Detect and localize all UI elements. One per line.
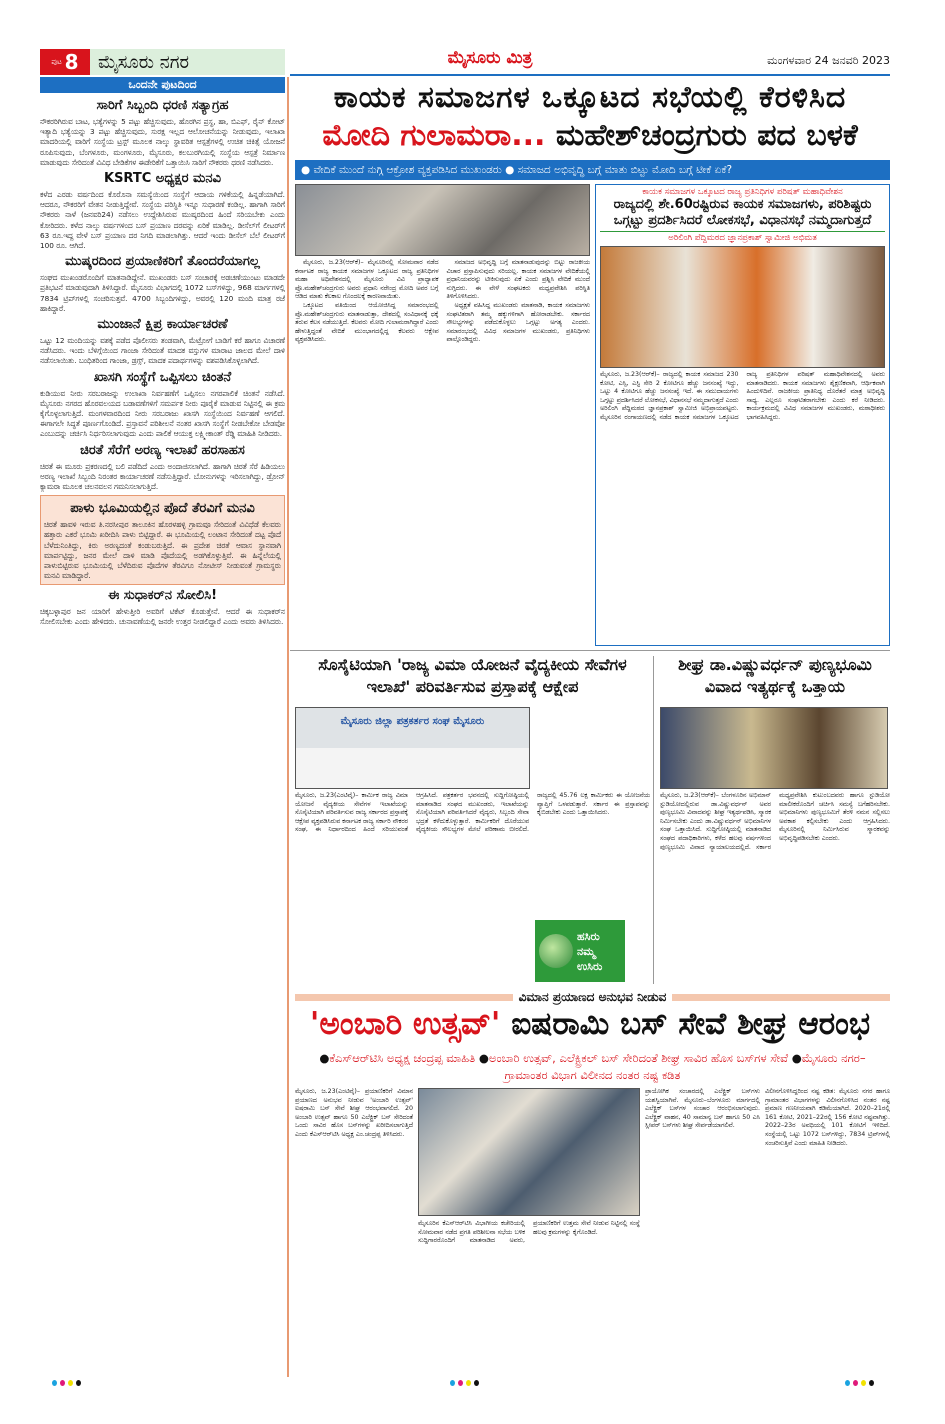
- bus-headline-black: ಐಷರಾಮಿ ಬಸ್ ಸೇವೆ ಶೀಘ್ರ ಆರಂಭ: [511, 1006, 871, 1042]
- lead-paragraph: ಮೈಸೂರು, ಜ.23(ಆರ್‌ಕೆ)– ಮೈಸೂರಿನಲ್ಲಿ ಸೋಮವಾರ ನಡೆದ ಕರ್ನಾಟಕ ರಾಜ್ಯ ಕಾಯಕ ಸಮಾಜಗಳ ಒಕ್ಕೂಟದ ರಾಜ್ಯ ಪ್ರತಿನಿಧಿಗಳ ಮಹಾ ಅಧಿವೇಶನದಲ್ಲಿ ಮೈಸೂರು ವಿವಿ ಪ್ರಾಧ್ಯಾಪಕ ಪ್ರೊ.ಮಹೇಶ್‌ಚಂದ್ರಗುರು ಅವರು ಪ್ರಧಾನಿ ನರೇಂದ್ರ ಮೋದಿ ಅವರ ಬಗ್ಗೆ ಆಡಿದ ಮಾತು ಕೆಲಕಾಲ ಗೊಂದಲಕ್ಕೆ ಕಾರಣವಾಯಿತು.: [295, 259, 439, 301]
- left-article: [40, 317, 285, 367]
- section-rule: [290, 650, 890, 651]
- page-number: 8: [64, 50, 79, 74]
- page-label: ಪುಟ: [51, 57, 62, 66]
- left-article-body: ನೌಕರರಿಗಿರುವ ಬಾಟ, ಭತ್ಯೆಗಳನ್ನು 5 ಪಟ್ಟು ಹೆಚ್ಚಿಸುವುದು, ಹೊರಗಿನ ಪ್ರಸ್ಥ, ಹಾ, ಬಿಎಫ್, ರೈನ್ ಕೋಟ್ ಇತ್ಯಾದಿ ಭತ್ಯೆಯನ್ನು 3 ಪಟ್ಟು ಹೆಚ್ಚಿಸುವುದು, ಸುರಕ್ಷ ಇಲ್ಲದ ಆಲೋಚನೆಯನ್ನು ನೀಡುವುದು, ಇಲಾಖಾ ಮಾದರಿಯಲ್ಲಿ ವಾರಿಗೆ ಸಂಸ್ಥೆಯ ಟ್ರಸ್ಟ್ ಮೂಲಕ ನಾಲ್ಕು ಸ್ಥಾವರಿತ ಆಸ್ಪತ್ರೆಗಳಲ್ಲಿ ಉಚಿತ ಚಿಕಿತ್ಸೆ ಯೋಜನೆ ರೂಪಿಸುವುದು, ಬೆಂಗಳೂರು, ಮಂಗಳೂರು, ಮೈಸೂರು, ಕಲಬುರಗಿಯಲ್ಲಿ ಸಂಸ್ಥೆಯ ಆಸ್ಪತ್ರೆ ನಿರ್ಮಾಣ ಮಾಡುವುದು ಸೇರಿದಂತೆ ವಿವಿಧ ಬೇಡಿಕೆಗಳ ಈಡೇರಿಕೆಗೆ ಒತ್ತಾಯಿಸಿ ಸಾರಿಗೆ ನೌಕರರು ಧರಣಿ ನಡೆಸಿದರು.: [40, 117, 285, 167]
- left-article-body: ಚಿರತೆ ಹಾವಳಿ ಇರುವ ತಿ.ನರಸೀಪುರ ತಾಲೂಕಿನ ಹೊರಳಹಳ್ಳಿ ಗ್ರಾಮವೂ ಸೇರಿದಂತೆ ವಿವಿಧೆಡೆ ಕೆಲವರು ಹತ್ತಾರು ಎಕರೆ ಭೂಮಿ ಖರೀದಿಸಿ ಪಾಳು ಬಿಟ್ಟಿದ್ದಾರೆ. ಈ ಭೂಮಿಯಲ್ಲಿ ಲಂಟಾನ ಸೇರಿದಂತೆ ದಟ್ಟ ಪೊದೆ ಬೆಳೆದುನಿಂತಿದ್ದು, ಕಿರು ಅರಣ್ಯದಂತೆ ಕಂಡುಬರುತ್ತಿದೆ. ಈ ಪ್ರದೇಶ ಚಿರತೆ ಆವಾಸ ಸ್ಥಾನವಾಗಿ ಮಾರ್ಪಟ್ಟಿದ್ದು, ಜನರ ಮೇಲೆ ದಾಳಿ ಮಾಡಿ ಪೊದೆಯಲ್ಲಿ ಅಡಗಿಕೊಳ್ಳುತ್ತಿವೆ. ಈ ಹಿನ್ನೆಲೆಯಲ್ಲಿ ಪಾಳುಬಿಟ್ಟಿರುವ ಭೂಮಿಯಲ್ಲಿ ಬೆಳೆದಿರುವ ಪೊದೆಗಳ ತೆರವಿಗೂ ನೋಟೀಸ್ ನೀಡುವಂತೆ ಗ್ರಾಮಸ್ಥರು ಮನವಿ ಮಾಡಿದ್ದಾರೆ.: [44, 520, 281, 581]
- left-article-body: ಚಿರತೆ ಈ ಮೂರು ಪ್ರಕರಣದಲ್ಲಿ ಬಲಿ ಪಡೆದಿದೆ ಎಂದು ಅಂದಾಜಿಸಲಾಗಿದೆ. ಹಾಗಾಗಿ ಚಿರತೆ ಸೆರೆ ಹಿಡಿಯಲು ಅರಣ್ಯ ಇಲಾಖೆ ಸಿಬ್ಬಂದಿ ನಿರಂತರ ಕಾರ್ಯಾಚರಣೆ ನಡೆಸುತ್ತಿದ್ದಾರೆ. ಬೋನುಗಳನ್ನು ಇರಿಸಲಾಗಿದ್ದು, ಡ್ರೋನ್ ಕ್ಯಾಮರಾ ಮೂಲಕ ಚಲನವಲನ ಗಮನಿಸಲಾಗುತ್ತಿದೆ.: [40, 461, 285, 492]
- registration-marks: [845, 1380, 874, 1386]
- left-article-body: ಕಳೆದ ಎರಡು ವರ್ಷದಿಂದ ಕೊರೊನಾ ಸಮಸ್ಯೆಯಿಂದ ಸಂಸ್ಥೆಗೆ ಆದಾಯ ಗಳಿಕೆಯಲ್ಲಿ ಹಿನ್ನಡೆಯಾಗಿದೆ. ಆದರೂ, ನೌಕರರಿಗೆ ವೇತನ ನೀಡುತ್ತಿದ್ದೇವೆ. ಸಂಸ್ಥೆಯ ಪರಿಸ್ಥಿತಿ ಇನ್ನೂ ಸುಧಾರಣೆ ಕಂಡಿಲ್ಲ. ಹಾಗಾಗಿ ಸಾರಿಗೆ ನೌಕರರು ನಾಳೆ (ಜನವರಿ24) ನಡೆಸಲು ಉದ್ದೇಶಿಸಿರುವ ಮುಷ್ಕರದಿಂದ ಹಿಂದೆ ಸರಿಯಬೇಕು ಎಂದು ಕೋರಿದರು. ಕಳೆದ ನಾಲ್ಕು ವರ್ಷಗಳಿಂದ ಬಸ್ ಪ್ರಯಾಣ ದರವನ್ನು ಏರಿಕೆ ಮಾಡಿಲ್ಲ. ಡೀಸೆಲ್‌ಗೆ ಲೀಟರ್‌ಗೆ 63 ರೂ.ಇದ್ದ ವೇಳೆ ಬಸ್ ಪ್ರಯಾಣ ದರ ನಿಗದಿ ಮಾಡಲಾಗಿತ್ತು. ಆದರೆ ಇಂದು ಡೀಸೆಲ್ ಬೆಲೆ ಲೀಟರ್‌ಗೆ 100 ರೂ. ಆಗಿದೆ.: [40, 190, 285, 251]
- bus-bullet: ಅಂಬಾರಿ ಉತ್ಸವ್, ಎಲೆಕ್ಟ್ರಿಕಲ್ ಬಸ್ ಸೇರಿದಂತೆ ಶೀಘ್ರ ಸಾವಿರ ಹೊಸ ಬಸ್‌ಗಳ ಸೇವೆ: [488, 1051, 789, 1065]
- bus-headline-red: 'ಅಂಬಾರಿ ಉತ್ಸವ್': [309, 1006, 501, 1042]
- lead-photo: [295, 184, 590, 256]
- lead-bullet: ವೇದಿಕೆ ಮುಂದೆ ನುಗ್ಗಿ ಆಕ್ರೋಶ ವ್ಯಕ್ತಪಡಿಸಿದ ಮುಖಂಡರು: [313, 164, 502, 176]
- masthead-rule: [290, 74, 890, 76]
- lead-headline-red: ಮೋದಿ ಗುಲಾಮರಾ...: [322, 118, 546, 153]
- green-logo: [535, 920, 625, 982]
- registration-marks: [52, 1380, 81, 1386]
- lead-bullet: ಸಮಾಜದ ಅಭಿವೃದ್ಧಿ ಬಗ್ಗೆ ಮಾತು ಬಿಟ್ಟು ಮೋದಿ ಬಗ್ಗೆ ಟೀಕೆ ಏಕೆ?: [517, 164, 733, 176]
- lead-paragraph: ಒಕ್ಕೂಟದ ವತಿಯಿಂದ ಆಯೋಜಿಸಿದ್ದ ಸಮಾರಂಭದಲ್ಲಿ ಪ್ರೊ.ಮಹೇಶ್‌ಚಂದ್ರಗುರು ಮಾತನಾಡುತ್ತಾ, ದೇಶದಲ್ಲಿ ಸಂವಿಧಾನಕ್ಕೆ ಧಕ್ಕೆ ತರುವ ಕೆಲಸ ನಡೆಯುತ್ತಿದೆ. ಕೆಲವರು ಮೋದಿ ಗುಲಾಮರಾಗಿದ್ದಾರೆ ಎಂದು ಹೇಳುತ್ತಿದ್ದಂತೆ ವೇದಿಕೆ ಮುಂಭಾಗದಲ್ಲಿದ್ದ ಕೆಲವರು ಆಕ್ಷೇಪ ವ್ಯಕ್ತಪಡಿಸಿದರು.: [295, 301, 439, 344]
- issue-date: ಮಂಗಳವಾರ 24 ಜನವರಿ 2023: [767, 54, 890, 67]
- bus-kicker: ವಿಮಾನ ಪ್ರಯಾಣದ ಅನುಭವ ನೀಡುವ: [518, 989, 667, 1004]
- lead-headline-black: ಮಹೇಶ್‌ಚಂದ್ರಗುರು ಪದ ಬಳಕೆ: [555, 118, 858, 153]
- lead-paragraph: ಅಧ್ಯಕ್ಷತೆ ವಹಿಸಿದ್ದ ಮುಖಂಡರು ಮಾತನಾಡಿ, ಕಾಯಕ ಸಮಾಜಗಳು ಸಂಘಟಿತರಾಗಿ ತಮ್ಮ ಹಕ್ಕುಗಳಿಗಾಗಿ ಹೋರಾಡಬೇಕು. ಸರ್ಕಾರದ ಸೌಲಭ್ಯಗಳನ್ನು ಪಡೆದುಕೊಳ್ಳಲು ಒಗ್ಗಟ್ಟು ಅಗತ್ಯ ಎಂದರು. ಸಮಾರಂಭದಲ್ಲಿ ವಿವಿಧ ಸಮಾಜಗಳ ಮುಖಂಡರು, ಪ್ರತಿನಿಧಿಗಳು ಪಾಲ್ಗೊಂಡಿದ್ದರು.: [446, 301, 590, 344]
- sidebar-byline: ಅರಿಲಿಂಗಿ ಪೆದ್ದಿಮಠದ ಜ್ಞಾನಪ್ರಕಾಶ್ ಸ್ವಾಮೀಜಿ ಅಭಿಮತ: [600, 231, 885, 243]
- bus-kicker-row: [295, 989, 890, 1005]
- esi-photo-banner: ಮೈಸೂರು ಜಿಲ್ಲಾ ಪತ್ರಕರ್ತರ ಸಂಘ ಮೈಸೂರು: [340, 716, 485, 727]
- registration-marks: [450, 1380, 479, 1386]
- continued-banner: ಒಂದನೇ ಪುಟದಿಂದ: [40, 77, 285, 93]
- bus-body-col3: ಪ್ರಾಯೋಗಿಕ ಸಂಚಾರದಲ್ಲಿ ಎಲೆಕ್ಟ್ರಿಕ್ ಬಸ್‌ಗಳು ಯಶಸ್ವಿಯಾಗಿವೆ. ಮೈಸೂರು–ಬೆಂಗಳೂರು ಮಾರ್ಗದಲ್ಲಿ ಎಲೆಕ್ಟ್ರಿಕ್ ಬಸ್‌ಗಳ ಸಂಚಾರ ಆರಂಭಿಸಲಾಗುವುದು. ಎಲೆಕ್ಟ್ರಿಕ್ ವಾಹನ, 40 ಸಾಮಾನ್ಯ ಬಸ್ ಹಾಗೂ 50 ಎಸಿ ಸ್ಲೀಪರ್ ಬಸ್‌ಗಳು ಶೀಘ್ರ ಸೇರ್ಪಡೆಯಾಗಲಿವೆ.: [645, 1088, 760, 1130]
- left-article-body: ಸಂಘದ ಮುಖಂಡರೊಂದಿಗೆ ಮಾತನಾಡಿದ್ದೇನೆ. ಮುಖಂಡರು ಬಸ್ ಸಂಚಾರಕ್ಕೆ ಅಡಚಣೆಯುಂಟು ಮಾಡದೇ ಪ್ರತಿಭಟನೆ ಮಾಡುವುದಾಗಿ ತಿಳಿಸಿದ್ದಾರೆ. ಮೈಸೂರು ವಿಭಾಗದಲ್ಲಿ 1072 ಬಸ್‌ಗಳಿದ್ದು, 968 ಮಾರ್ಗಗಳಲ್ಲಿ 7834 ಟ್ರಿಪ್‌ಗಳಲ್ಲಿ ಸಂಚರಿಸುತ್ತವೆ. 4700 ಸಿಬ್ಬಂದಿಗಳಿದ್ದು, ಅವರಲ್ಲಿ 120 ಮಂದಿ ಮಾತ್ರ ರಜೆ ಹಾಕಿದ್ದಾರೆ.: [40, 273, 285, 313]
- bus-body-col2: ಮೈಸೂರಿನ ಕೆಎಸ್‌ಆರ್‌ಟಿಸಿ ವಿಭಾಗೀಯ ಕಚೇರಿಯಲ್ಲಿ ಸೋಮವಾರ ನಡೆದ ಪ್ರಗತಿ ಪರಿಶೀಲನಾ ಸಭೆಯ ಬಳಿಕ ಸುದ್ದಿಗಾರರೊಂದಿಗೆ ಮಾತನಾಡಿದ ಅವರು, ಪ್ರಯಾಣಿಕರಿಗೆ ಉತ್ತಮ ಸೇವೆ ನೀಡುವ ನಿಟ್ಟಿನಲ್ಲಿ ಸಂಸ್ಥೆ ಹಲವು ಕ್ರಮಗಳನ್ನು ಕೈಗೊಂಡಿದೆ.: [418, 1220, 640, 1245]
- lead-headline-line1: ಕಾಯಕ ಸಮಾಜಗಳ ಒಕ್ಕೂಟದ ಸಭೆಯಲ್ಲಿ ಕೆರಳಿಸಿದ: [333, 80, 847, 115]
- left-article: [40, 171, 285, 251]
- sidebar-kicker: ಕಾಯಕ ಸಮಾಜಗಳ ಒಕ್ಕೂಟದ ರಾಜ್ಯ ಪ್ರತಿನಿಧಿಗಳ ಪರಿಷತ್ ಮಹಾಧಿವೇಶನ: [642, 187, 843, 197]
- memorial-headline: ಶೀಘ್ರ ಡಾ.ವಿಷ್ಣುವರ್ಧನ್ ಪುಣ್ಯಭೂಮಿ ವಿವಾದ ಇತ್ಯರ್ಥಕ್ಕೆ ಒತ್ತಾಯ: [678, 655, 872, 696]
- bullet-icon: ●: [301, 164, 314, 176]
- left-article: [40, 588, 285, 627]
- bus-photo: [418, 1088, 640, 1216]
- esi-body: ಮೈಸೂರು, ಜ.23(ಎಂಟಿವೈ)– ಕಾರ್ಮಿಕ ರಾಜ್ಯ ವಿಮಾ ಯೋಜನೆ ವೈದ್ಯಕೀಯ ಸೇವೆಗಳ ಇಲಾಖೆಯನ್ನು ಸೊಸೈಟಿಯಾಗಿ ಪರಿವರ್ತಿಸುವ ರಾಜ್ಯ ಸರ್ಕಾರದ ಪ್ರಸ್ತಾಪಕ್ಕೆ ಆಕ್ಷೇಪ ವ್ಯಕ್ತಪಡಿಸಿರುವ ಕರ್ನಾಟಕ ರಾಜ್ಯ ಸರ್ಕಾರಿ ನೌಕರರ ಸಂಘ, ಈ ನಿರ್ಧಾರದಿಂದ ಹಿಂದೆ ಸರಿಯುವಂತೆ ಆಗ್ರಹಿಸಿದೆ. ಪತ್ರಕರ್ತರ ಭವನದಲ್ಲಿ ಸುದ್ದಿಗೋಷ್ಠಿಯಲ್ಲಿ ಮಾತನಾಡಿದ ಸಂಘದ ಮುಖಂಡರು, ಇಲಾಖೆಯನ್ನು ಸೊಸೈಟಿಯಾಗಿ ಪರಿವರ್ತಿಸಿದರೆ ವೈದ್ಯರು, ಸಿಬ್ಬಂದಿ ಸೇವಾ ಭದ್ರತೆ ಕಳೆದುಕೊಳ್ಳುತ್ತಾರೆ. ಕಾರ್ಮಿಕರಿಗೆ ದೊರೆಯುವ ವೈದ್ಯಕೀಯ ಸೌಲಭ್ಯಗಳ ಮೇಲೆ ಪರಿಣಾಮ ಬೀರಲಿದೆ. ರಾಜ್ಯದಲ್ಲಿ 45.76 ಲಕ್ಷ ಕಾರ್ಮಿಕರು ಈ ಯೋಜನೆಯ ವ್ಯಾಪ್ತಿಗೆ ಒಳಪಡುತ್ತಾರೆ. ಸರ್ಕಾರ ಈ ಪ್ರಸ್ತಾಪವನ್ನು ಕೈಬಿಡಬೇಕು ಎಂದು ಒತ್ತಾಯಿಸಿದರು.: [295, 792, 650, 834]
- left-article: [40, 98, 285, 168]
- left-article-body: ಚಿಕ್ಕಬಳ್ಳಾಪುರ ಜನ ಯಾರಿಗೆ ಹೇಳುತ್ತೀರಿ ಅವರಿಗೆ ಟಿಕೆಟ್ ಕೊಡುತ್ತೇನೆ. ಆದರೆ ಈ ಸುಧಾಕರ್‌ನ ಸೋಲಿಸಬೇಕು ಎಂದು ಹೇಳಿದರು. ಚುನಾವಣೆಯಲ್ಲಿ ಜನರೇ ಉತ್ತರ ನೀಡಲಿದ್ದಾರೆ ಎಂದು ಅವರು ತಿಳಿಸಿದರು.: [40, 606, 285, 626]
- bullet-icon: ●: [505, 164, 518, 176]
- left-article: [40, 254, 285, 314]
- column-divider: [287, 77, 289, 1377]
- left-article-title: ಖಾಸಗಿ ಸಂಸ್ಥೆಗೆ ಒಪ್ಪಿಸಲು ಚಿಂತನೆ: [93, 369, 232, 385]
- bus-body-col4: ವಿಲೀನಗೊಳಿಸಿದ್ದರಿಂದ ನಷ್ಟ ಕಡಿತ: ಮೈಸೂರು ನಗರ ಹಾಗೂ ಗ್ರಾಮಾಂತರ ವಿಭಾಗಗಳನ್ನು ವಿಲೀನಗೊಳಿಸಿದ ನಂತರ ನಷ್ಟ ಪ್ರಮಾಣ ಗಣನೀಯವಾಗಿ ಕಡಿಮೆಯಾಗಿದೆ. 2020–21ರಲ್ಲಿ 161 ಕೋಟಿ, 2021–22ರಲ್ಲಿ 156 ಕೋಟಿ ನಷ್ಟವಾಗಿತ್ತು. 2022–23ರ ಅವಧಿಯಲ್ಲಿ 101 ಕೋಟಿಗೆ ಇಳಿದಿದೆ. ಸಂಸ್ಥೆಯಲ್ಲಿ ಒಟ್ಟು 1072 ಬಸ್‌ಗಳಿದ್ದು, 7834 ಟ್ರಿಪ್‌ಗಳಲ್ಲಿ ಸಂಚರಿಸುತ್ತಿವೆ ಎಂದು ಮಾಹಿತಿ ನೀಡಿದರು.: [765, 1088, 890, 1147]
- masthead: ಮೈಸೂರು ಮಿತ್ರ: [447, 48, 533, 68]
- sidebar-body: ಮೈಸೂರು, ಜ.23(ಆರ್‌ಕೆ)– ರಾಜ್ಯದಲ್ಲಿ ಕಾಯಕ ಸಮಾಜದ 230 ಕೋಟಿ, ಎಸ್ಸಿ, ಎಸ್ಟಿ ಸೇರಿ 2 ಕೋಟಿಗೂ ಹೆಚ್ಚು ಜನಸಂಖ್ಯೆ ಇದ್ದು, ಒಟ್ಟು 4 ಕೋಟಿಗೂ ಹೆಚ್ಚು ಜನಸಂಖ್ಯೆ ಇದೆ. ಈ ಸಮುದಾಯಗಳು ಒಗ್ಗಟ್ಟು ಪ್ರದರ್ಶಿಸಿದರೆ ಲೋಕಸಭೆ, ವಿಧಾನಸಭೆ ನಮ್ಮದಾಗುತ್ತದೆ ಎಂದು ಅರಿಲಿಂಗಿ ಪೆದ್ದಿಮಠದ ಜ್ಞಾನಪ್ರಕಾಶ್ ಸ್ವಾಮೀಜಿ ಅಭಿಪ್ರಾಯಪಟ್ಟರು. ಮೈಸೂರಿನ ರಂಗಾಯಣದಲ್ಲಿ ನಡೆದ ಕಾಯಕ ಸಮಾಜಗಳ ಒಕ್ಕೂಟದ ರಾಜ್ಯ ಪ್ರತಿನಿಧಿಗಳ ಪರಿಷತ್ ಮಹಾಧಿವೇಶನದಲ್ಲಿ ಅವರು ಮಾತನಾಡಿದರು. ಕಾಯಕ ಸಮಾಜಗಳು ಶೈಕ್ಷಣಿಕವಾಗಿ, ಆರ್ಥಿಕವಾಗಿ ಹಿಂದುಳಿದಿವೆ. ರಾಜಕೀಯ ಪ್ರಾತಿನಿಧ್ಯ ದೊರೆತರೆ ಮಾತ್ರ ಅಭಿವೃದ್ಧಿ ಸಾಧ್ಯ. ಎಲ್ಲರೂ ಸಂಘಟಿತರಾಗಬೇಕು ಎಂದು ಕರೆ ನೀಡಿದರು. ಕಾರ್ಯಕ್ರಮದಲ್ಲಿ ವಿವಿಧ ಸಮಾಜಗಳ ಮುಖಂಡರು, ಮಠಾಧೀಶರು ಭಾಗವಹಿಸಿದ್ದರು.: [600, 371, 885, 421]
- globe-icon: [539, 934, 573, 968]
- left-article-body: ಕುಡಿಯುವ ನೀರು ಸರಬರಾಜನ್ನು ಉಲಾಖಾ ನಿರ್ವಹಣೆಗೆ ಒಪ್ಪಿಸಲು ನಗರಪಾಲಿಕೆ ಚಿಂತನೆ ನಡೆಸಿದೆ. ಮೈಸೂರು ನಗರದ ಹೊರವಲಯದ ಬಡಾವಣೆಗಳಿಗೆ ಸಮರ್ಪಕ ನೀರು ಪೂರೈಕೆ ಮಾಡುವ ನಿಟ್ಟಿನಲ್ಲಿ ಈ ಕ್ರಮ ಕೈಗೊಳ್ಳಲಾಗುತ್ತಿದೆ. ಮಂಗಳವಾರದಿಂದ ನೀರು ಸರಬರಾಜು ಖಾಸಗಿ ಸಂಸ್ಥೆಯಿಂದ ನಿರ್ವಹಣೆ ಆಗಲಿದೆ. ಈಗಾಗಲೇ ಸಿದ್ಧತೆ ಪೂರ್ಣಗೊಂಡಿದೆ. ಪ್ರಸ್ತಾವನೆ ಪರಿಶೀಲನೆ ನಂತರ ಖಾಸಗಿ ಸಂಸ್ಥೆಗೆ ನೀಡಬೇಕೋ ಬೇಡವೋ ಎಂಬುದನ್ನು ಚರ್ಚಿಸಿ ನಿರ್ಧರಿಸಲಾಗುವುದು ಎಂದು ಪಾಲಿಕೆ ಆಯುಕ್ತ ಲಕ್ಷ್ಮೀಕಾಂತ್ ರೆಡ್ಡಿ ಮಾಹಿತಿ ನೀಡಿದರು.: [40, 388, 285, 439]
- left-article-title: ಮುಷ್ಕರದಿಂದ ಪ್ರಯಾಣಿಕರಿಗೆ ತೊಂದರೆಯಾಗಲ್ಲ: [65, 254, 260, 270]
- lead-headline-line2: [290, 118, 890, 153]
- bus-bullet: ಕೆಎಸ್‌ಆರ್‌ಟಿಸಿ ಅಧ್ಯಕ್ಷ ಚಂದ್ರಪ್ಪ ಮಾಹಿತಿ: [329, 1051, 476, 1065]
- section-title: ಮೈಸೂರು ನಗರ: [98, 51, 189, 73]
- left-article-title: KSRTC ಅಧ್ಯಕ್ಷರ ಮನವಿ: [104, 171, 221, 187]
- left-article: [40, 443, 285, 493]
- esi-headline: ಸೊಸೈಟಿಯಾಗಿ 'ರಾಜ್ಯ ವಿಮಾ ಯೋಜನೆ ವೈದ್ಯಕೀಯ ಸೇವೆಗಳ ಇಲಾಖೆ' ಪರಿವರ್ತಿಸುವ ಪ್ರಸ್ತಾಪಕ್ಕೆ ಆಕ್ಷೇಪ: [318, 655, 627, 696]
- left-article-title: ಚಿರತೆ ಸೆರೆಗೆ ಅರಣ್ಯ ಇಲಾಖೆ ಹರಸಾಹಸ: [80, 442, 245, 458]
- bullet-icon: ●: [478, 1051, 489, 1065]
- section-header: [40, 49, 285, 75]
- logo-text: ಹಸಿರು: [577, 929, 600, 943]
- memorial-photo: [660, 707, 888, 789]
- bullet-icon: ●: [791, 1051, 802, 1065]
- lead-article-body: [295, 259, 590, 647]
- esi-photo: [295, 707, 530, 789]
- lead-paragraph: ಸಮಾಜದ ಅಭಿವೃದ್ಧಿ ಬಗ್ಗೆ ಮಾತನಾಡುವುದನ್ನು ಬಿಟ್ಟು ರಾಜಕೀಯ ವಿಚಾರ ಪ್ರಸ್ತಾಪಿಸುವುದು ಸರಿಯಲ್ಲ. ಕಾಯಕ ಸಮಾಜಗಳ ವೇದಿಕೆಯಲ್ಲಿ ಪ್ರಧಾನಿಯವರನ್ನು ಟೀಕಿಸುವುದು ಏಕೆ ಎಂದು ಪ್ರಶ್ನಿಸಿ ವೇದಿಕೆ ಮುಂದೆ ನುಗ್ಗಿದರು. ಈ ವೇಳೆ ಸಂಘಟಕರು ಮಧ್ಯಪ್ರವೇಶಿಸಿ ಪರಿಸ್ಥಿತಿ ತಿಳಿಗೊಳಿಸಿದರು.: [446, 259, 590, 301]
- bullet-icon: ●: [319, 1051, 330, 1065]
- logo-text: ನಮ್ಮ: [577, 944, 596, 958]
- left-article-title: ಈ ಸುಧಾಕರ್‌ನ ಸೋಲಿಸಿ!: [107, 587, 218, 603]
- left-article-title: ಪಾಳು ಭೂಮಿಯಲ್ಲಿನ ಪೊದೆ ತೆರವಿಗೆ ಮನವಿ: [70, 501, 255, 517]
- bus-body-col1: ಮೈಸೂರು, ಜ.23(ಎಂಟಿವೈ)– ಪ್ರಯಾಣಿಕರಿಗೆ ವಿಮಾನ ಪ್ರಯಾಣದ ಅನುಭವ ನೀಡುವ 'ಅಂಬಾರಿ ಉತ್ಸವ್' ಐಷರಾಮಿ ಬಸ್ ಸೇವೆ ಶೀಘ್ರ ಆರಂಭವಾಗಲಿದೆ. 20 ಅಂಬಾರಿ ಉತ್ಸವ್ ಹಾಗೂ 50 ಎಲೆಕ್ಟ್ರಿಕ್ ಬಸ್ ಸೇರಿದಂತೆ ಒಂದು ಸಾವಿರ ಹೊಸ ಬಸ್‌ಗಳನ್ನು ಖರೀದಿಸಲಾಗುತ್ತಿದೆ ಎಂದು ಕೆಎಸ್‌ಆರ್‌ಟಿಸಿ ಅಧ್ಯಕ್ಷ ಎಂ.ಚಂದ್ರಪ್ಪ ತಿಳಿಸಿದರು.: [295, 1088, 413, 1138]
- page-number-badge: [40, 49, 90, 75]
- left-article: [40, 370, 285, 440]
- left-article: [40, 495, 285, 584]
- left-column: [40, 95, 285, 1375]
- lead-bullets-bar: [295, 160, 890, 180]
- story-divider: [653, 656, 654, 984]
- sidebar-photo: [600, 246, 885, 368]
- left-article-body: ಒಟ್ಟು 12 ಮಂದಿಯನ್ನು ವಶಕ್ಕೆ ಪಡೆದ ಪೊಲೀಸರು ತಂಡವಾಗಿ, ಮೆಟ್ರೋಗೆ ಬಾಡಿಗೆ ಕರೆ ಹಾಗೂ ವಿಚಾರಣೆ ನಡೆಸಿದರು. ಇಂದು ಬೆಳಿಗ್ಗೆಯಿಂದ ಗಾಂಜಾ ಸೇರಿದಂತೆ ಮಾದಕ ವಸ್ತುಗಳ ಮಾರಾಟ ಜಾಲದ ಮೇಲೆ ದಾಳಿ ನಡೆಸಲಾಯಿತು. ಬಂಧಿತರಿಂದ ಗಾಂಜಾ, ಡ್ರಗ್ಸ್, ಮಾದಕ ಪದಾರ್ಥಗಳನ್ನು ವಶಪಡಿಸಿಕೊಳ್ಳಲಾಗಿದೆ.: [40, 336, 285, 366]
- bus-bullets: [300, 1050, 885, 1084]
- bus-headline: [290, 1006, 890, 1043]
- bus-bullet: ಮೈಸೂರು ನಗರ–ಗ್ರಾಮಾಂತರ ವಿಭಾಗ ವಿಲೀನದ ನಂತರ ನಷ್ಟ ಕಡಿತ: [504, 1051, 866, 1082]
- sidebar-story-box: [595, 184, 890, 646]
- left-article-title: ಮುಂಜಾನೆ ಕ್ಷಿಪ್ರ ಕಾರ್ಯಾಚರಣೆ: [97, 317, 228, 333]
- left-article-title: ಸಾರಿಗೆ ಸಿಬ್ಬಂದಿ ಧರಣಿ ಸತ್ಯಾಗ್ರಹ: [96, 98, 229, 113]
- sidebar-headline: ರಾಜ್ಯದಲ್ಲಿ ಶೇ.60ರಷ್ಟಿರುವ ಕಾಯಕ ಸಮಾಜಗಳು, ಪರಿಶಿಷ್ಟರು ಒಗ್ಗಟ್ಟು ಪ್ರದರ್ಶಿಸಿದರೆ ಲೋಕಸಭೆ, ವಿಧಾನಸಭೆ ನಮ್ಮದಾಗುತ್ತದೆ: [613, 197, 872, 228]
- logo-text: ಉಸಿರು: [577, 959, 603, 973]
- memorial-body: ಮೈಸೂರು, ಜ.23(ಆರ್‌ಕೆ)– ಬೆಂಗಳೂರಿನ ಅಭಿಮಾನ್ ಸ್ಟುಡಿಯೋದಲ್ಲಿರುವ ಡಾ.ವಿಷ್ಣುವರ್ಧನ್ ಅವರ ಪುಣ್ಯಭೂಮಿ ವಿವಾದವನ್ನು ಶೀಘ್ರ ಇತ್ಯರ್ಥಪಡಿಸಿ, ಸ್ಮಾರಕ ನಿರ್ಮಿಸಬೇಕು ಎಂದು ಡಾ.ವಿಷ್ಣುವರ್ಧನ್ ಅಭಿಮಾನಿಗಳ ಸಂಘ ಒತ್ತಾಯಿಸಿದೆ. ಸುದ್ದಿಗೋಷ್ಠಿಯಲ್ಲಿ ಮಾತನಾಡಿದ ಸಂಘದ ಪದಾಧಿಕಾರಿಗಳು, ಕಳೆದ ಹಲವು ವರ್ಷಗಳಿಂದ ಪುಣ್ಯಭೂಮಿ ವಿವಾದ ನ್ಯಾಯಾಲಯದಲ್ಲಿದೆ. ಸರ್ಕಾರ ಮಧ್ಯಪ್ರವೇಶಿಸಿ ಕುಟುಂಬದವರು ಹಾಗೂ ಸ್ಟುಡಿಯೋ ಮಾಲೀಕರೊಂದಿಗೆ ಚರ್ಚಿಸಿ ಸಮಸ್ಯೆ ಬಗೆಹರಿಸಬೇಕು. ಅಭಿಮಾನಿಗಳು ಪುಣ್ಯಭೂಮಿಗೆ ತೆರಳಿ ನಮನ ಸಲ್ಲಿಸಲು ಅವಕಾಶ ಕಲ್ಪಿಸಬೇಕು ಎಂದು ಆಗ್ರಹಿಸಿದರು. ಮೈಸೂರಿನಲ್ಲಿ ನಿರ್ಮಿಸಿರುವ ಸ್ಮಾರಕವನ್ನು ಅಭಿವೃದ್ಧಿಪಡಿಸಬೇಕು ಎಂದರು.: [660, 792, 890, 851]
